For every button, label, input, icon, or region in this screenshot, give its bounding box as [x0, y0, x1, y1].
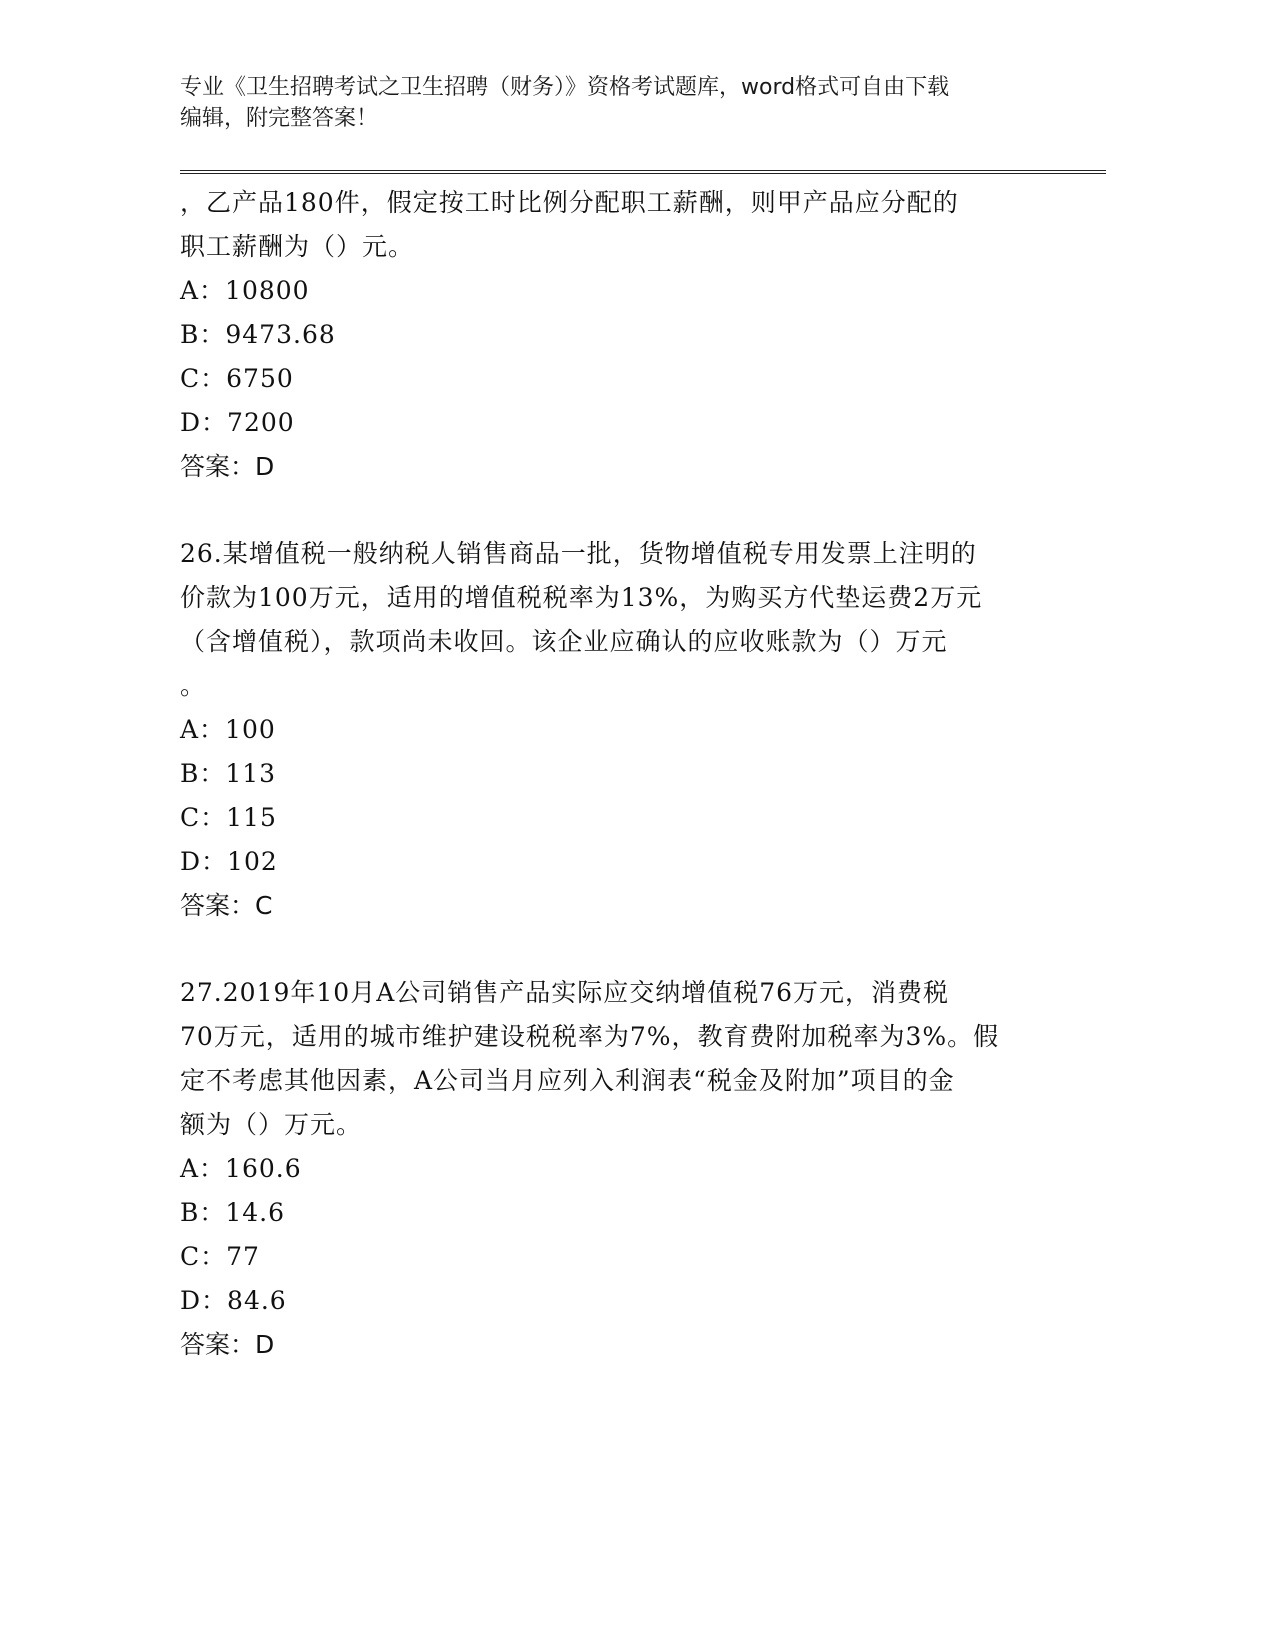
option-c: C：6750	[180, 364, 294, 393]
question-text-line: 。	[180, 671, 207, 700]
option-a: A：160.6	[180, 1154, 302, 1183]
answer-line: 答案：C	[180, 891, 273, 920]
spacer	[180, 489, 1040, 532]
question-text-line: （含增值税），款项尚未收回。该企业应确认的应收账款为（）万元	[180, 627, 948, 656]
spacer	[180, 928, 1040, 971]
option-b: B：9473.68	[180, 320, 336, 349]
option-d: D：102	[180, 847, 278, 876]
question-text-line: 27.2019年10月A公司销售产品实际应交纳增值税76万元，消费税	[180, 978, 950, 1007]
header-title-line-2: 编辑，附完整答案！	[180, 106, 379, 131]
option-c: C：115	[180, 803, 277, 832]
question-text-line: 价款为100万元，适用的增值税税率为13%，为购买方代垫运费2万元	[180, 583, 983, 612]
document-header	[180, 72, 1060, 134]
question-text-line: 70万元，适用的城市维护建设税税率为7%，教育费附加税率为3%。假	[180, 1022, 1000, 1051]
question-27	[180, 971, 1040, 1367]
option-b: B：113	[180, 759, 277, 788]
question-26	[180, 532, 1040, 928]
question-text-line: 定不考虑其他因素，A公司当月应列入利润表“税金及附加”项目的金	[180, 1066, 955, 1095]
question-text-line: ，乙产品180件，假定按工时比例分配职工薪酬，则甲产品应分配的	[180, 188, 959, 217]
answer-line: 答案：D	[180, 452, 275, 481]
option-b: B：14.6	[180, 1198, 286, 1227]
question-text-line: 额为（）万元。	[180, 1110, 363, 1139]
option-d: D：7200	[180, 408, 295, 437]
header-double-rule	[180, 170, 1106, 174]
option-a: A：100	[180, 715, 276, 744]
option-d: D：84.6	[180, 1286, 287, 1315]
option-a: A：10800	[180, 276, 310, 305]
question-text-line: 26.某增值税一般纳税人销售商品一批，货物增值税专用发票上注明的	[180, 539, 977, 568]
answer-line: 答案：D	[180, 1330, 275, 1359]
header-title-line-1: 专业《卫生招聘考试之卫生招聘（财务）》资格考试题库，word格式可自由下载	[180, 75, 950, 100]
option-c: C：77	[180, 1242, 260, 1271]
question-text-line: 职工薪酬为（）元。	[180, 232, 415, 261]
question-list	[180, 181, 1040, 1367]
question-25	[180, 181, 1040, 489]
